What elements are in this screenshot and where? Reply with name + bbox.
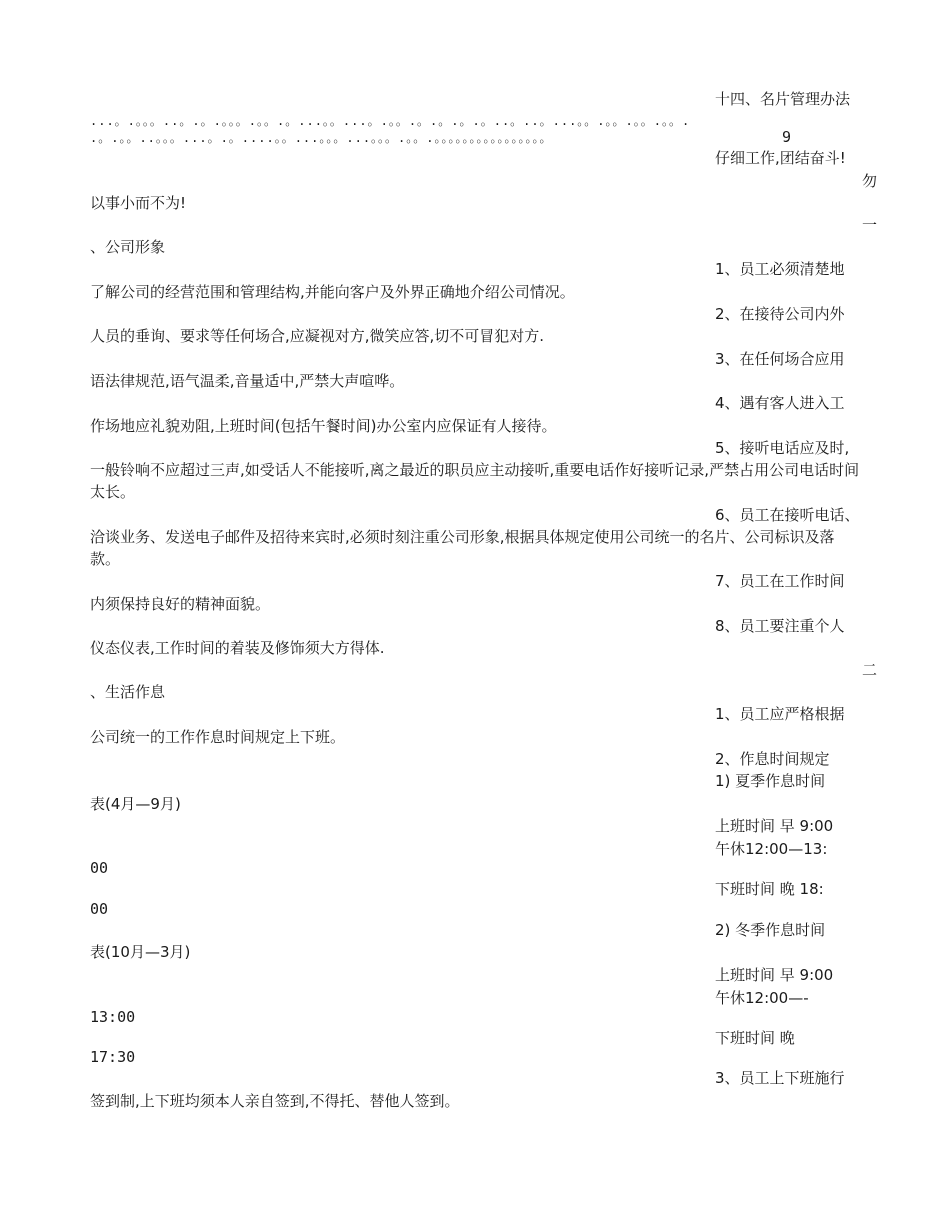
item-head: 5、接听电话应及时, xyxy=(715,439,850,457)
section-numeral: 一 xyxy=(862,216,878,234)
item-body: 仪态仪表,工作时间的着装及修饰须大方得体. xyxy=(90,639,385,657)
item-body: 语法律规范,语气温柔,音量适中,严禁大声喧哗。 xyxy=(90,372,405,390)
item-body: 洽谈业务、发送电子邮件及招待来宾时,必须时刻注重公司形象,根据具体规定使用公司统一的名片、公司标识及落款。 xyxy=(90,528,835,568)
item-head: 7、员工在工作时间 xyxy=(715,572,845,590)
item-head: 4、遇有客人进入工 xyxy=(715,394,845,412)
section-numeral: 二 xyxy=(862,661,878,679)
toc-leader-dots: ...。.。。。..。.。.。。。.。。.。...。。...。.。。.。.。.。.。..。..。...。。.。。.。。.。。. xyxy=(90,114,691,128)
section-title: 、生活作息 xyxy=(90,683,166,701)
motto-line-1-end: 勿 xyxy=(862,172,878,190)
item-head: 1、员工必须清楚地 xyxy=(715,260,845,278)
summer-lunch-time: 午休12:00—13: xyxy=(715,840,828,858)
item-body: 签到制,上下班均须本人亲自签到,不得托、替他人签到。 xyxy=(90,1092,460,1110)
section-title: 、公司形象 xyxy=(90,238,166,256)
winter-lunch-time: 午休12:00—- xyxy=(715,989,809,1007)
item-head: 3、员工上下班施行 xyxy=(715,1069,845,1087)
winter-schedule-label-end: 表(10月—3月) xyxy=(90,943,191,961)
motto-line-2: 以事小而不为! xyxy=(90,194,187,212)
toc-item-title: 十四、名片管理办法 xyxy=(715,90,851,108)
summer-end-time-end: 00 xyxy=(90,900,109,918)
summer-end-time: 下班时间 晚 18: xyxy=(715,880,824,898)
winter-end-time-end: 17:30 xyxy=(90,1048,136,1066)
item-body: 作场地应礼貌劝阻,上班时间(包括午餐时间)办公室内应保证有人接待。 xyxy=(90,417,557,435)
item-body: 一般铃响不应超过三声,如受话人不能接听,离之最近的职员应主动接听,重要电话作好接听记录,严禁占用公司电话时间太长。 xyxy=(90,461,860,501)
summer-start-time: 上班时间 早 9:00 xyxy=(715,817,834,835)
motto-line-1: 仔细工作,团结奋斗! xyxy=(715,149,846,167)
winter-start-time: 上班时间 早 9:00 xyxy=(715,966,834,984)
item-head: 1、员工应严格根据 xyxy=(715,705,845,723)
item-head: 8、员工要注重个人 xyxy=(715,617,845,635)
winter-schedule-label: 2) 冬季作息时间 xyxy=(715,921,826,939)
toc-leader-dots: .。.。。..。。。...。.。....。。...。。。...。。。.。。.。。。。。。。。。。。。。。。。 xyxy=(90,131,553,145)
item-body: 内须保持良好的精神面貌。 xyxy=(90,595,271,613)
item-head: 2、在接待公司内外 xyxy=(715,305,845,323)
item-body: 人员的垂询、要求等任何场合,应凝视对方,微笑应答,切不可冒犯对方. xyxy=(90,327,545,345)
winter-end-time: 下班时间 晚 xyxy=(715,1029,795,1047)
item-head: 2、作息时间规定 xyxy=(715,750,830,768)
summer-schedule-label-end: 表(4月—9月) xyxy=(90,795,181,813)
item-body: 了解公司的经营范围和管理结构,并能向客户及外界正确地介绍公司情况。 xyxy=(90,283,575,301)
item-body: 公司统一的工作作息时间规定上下班。 xyxy=(90,728,346,746)
item-head: 6、员工在接听电话、 xyxy=(715,506,860,524)
item-head: 3、在任何场合应用 xyxy=(715,350,845,368)
toc-page-number: 9 xyxy=(782,128,792,146)
winter-lunch-time-end: 13:00 xyxy=(90,1008,136,1026)
summer-schedule-label: 1) 夏季作息时间 xyxy=(715,772,826,790)
summer-lunch-time-end: 00 xyxy=(90,859,109,877)
